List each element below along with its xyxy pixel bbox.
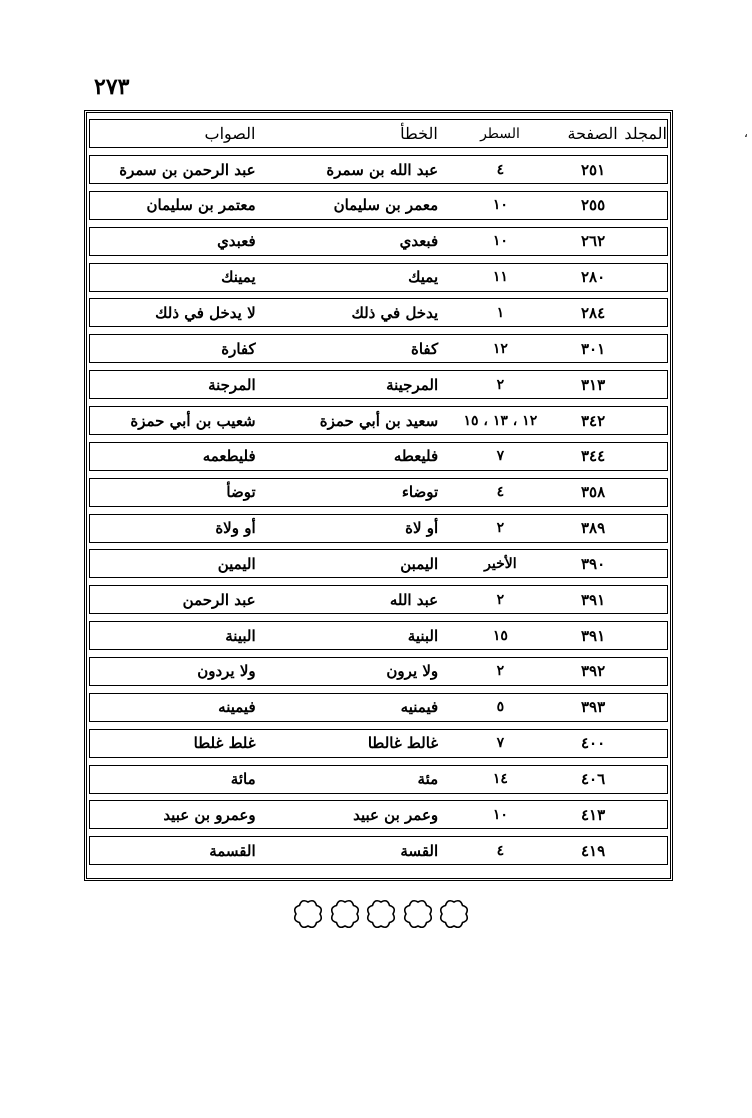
cell-right: عبد الرحمن بن سمرة: [119, 160, 256, 179]
cell-page: ٣٩١: [580, 626, 606, 645]
cell-right: فعبدي: [217, 232, 256, 251]
page-number: ٢٧٣: [94, 74, 130, 100]
scalloped-circle-icon: [329, 898, 361, 930]
cell-line: ١٠: [492, 806, 508, 823]
table-row: [89, 621, 668, 650]
cell-wrong: يدخل في ذلك: [351, 303, 439, 322]
cell-line: ١١: [492, 269, 508, 286]
cell-wrong: كفاة: [410, 339, 439, 358]
cell-page: ٣٥٨: [580, 483, 606, 502]
cell-right: ولا يردون: [197, 662, 256, 681]
scalloped-circle-icon: [402, 898, 434, 930]
cell-line: ٤: [496, 161, 505, 178]
table-row: [89, 836, 668, 865]
cell-page: ٣٤٢: [580, 411, 606, 430]
header-right: الصواب: [204, 124, 256, 143]
table-row: [89, 442, 668, 471]
cell-right: معتمر بن سليمان: [146, 196, 256, 215]
cell-line: ١٢: [492, 340, 508, 357]
cell-right: أو ولاة: [215, 519, 256, 537]
cell-line: ١٠: [492, 197, 508, 214]
cell-right: شعيب بن أبي حمزة: [130, 411, 256, 430]
cell-wrong: المرجينة: [386, 375, 439, 394]
cell-right: فليطعمه: [202, 447, 256, 466]
cell-page: ٣٩٣: [580, 698, 606, 717]
cell-page: ٤٠٠: [580, 734, 606, 753]
table-row: [89, 155, 668, 184]
cell-wrong: البنية: [407, 626, 439, 645]
table-row: [89, 334, 668, 363]
cell-wrong: وعمر بن عبيد: [353, 805, 439, 824]
table-row: [89, 514, 668, 543]
cell-line: ١٥: [492, 627, 508, 644]
header-volume: المجلد: [624, 124, 667, 143]
cell-page: ٤١٣: [580, 805, 606, 824]
cell-wrong: فبعدي: [399, 232, 439, 251]
cell-page: ٣٨٩: [580, 519, 606, 537]
cell-right: البينة: [225, 626, 256, 645]
header-line: السطر: [480, 125, 520, 142]
cell-right: مائة: [230, 770, 256, 788]
cell-page: ٣٠١: [580, 339, 606, 358]
cell-page: ٣٩٢: [580, 662, 606, 681]
header-page: الصفحة: [567, 124, 618, 143]
cell-line: الأخير: [484, 555, 517, 572]
cell-right: كفارة: [221, 339, 256, 358]
cell-wrong: معمر بن سليمان: [333, 196, 439, 215]
table-row: [89, 263, 668, 292]
cell-line: ٢: [496, 376, 505, 393]
cell-line: ٤: [496, 484, 505, 501]
cell-line: ٢: [496, 663, 505, 680]
cell-page: ٢٨٠: [580, 268, 606, 287]
stray-mark: ،: [744, 126, 748, 140]
cell-wrong: يميك: [408, 268, 439, 287]
cell-line: ١: [496, 304, 505, 321]
cell-wrong: ولا يرون: [386, 662, 439, 681]
cell-wrong: فيمنيه: [400, 698, 439, 717]
cell-wrong: عبد الله: [389, 590, 439, 609]
cell-page: ٣٩٠: [580, 554, 606, 573]
cell-page: ٣٩١: [580, 590, 606, 609]
table-row: [89, 191, 668, 220]
scalloped-circle-icon: [292, 898, 324, 930]
cell-line: ١٠: [492, 233, 508, 250]
cell-right: القسمة: [209, 841, 256, 860]
cell-wrong: أو لاة: [405, 519, 439, 537]
table-row: [89, 729, 668, 758]
cell-right: غلط غلطا: [193, 734, 256, 753]
cell-line: ١٤: [492, 771, 508, 787]
cell-line: ٢: [496, 520, 505, 536]
cell-page: ٤٠٦: [580, 770, 606, 788]
table-row: [89, 370, 668, 399]
cell-page: ٢٥١: [580, 160, 606, 179]
cell-page: ٣١٣: [580, 375, 606, 394]
table-row: [89, 765, 668, 794]
cell-right: توضأ: [226, 483, 256, 502]
errata-table: [84, 110, 673, 881]
cell-wrong: غالط غالطا: [367, 734, 439, 753]
cell-line: ٧: [496, 448, 505, 465]
cell-page: ٢٦٢: [580, 232, 606, 251]
cell-wrong: توضاء: [401, 483, 439, 502]
cell-wrong: عبد الله بن سمرة: [326, 160, 439, 179]
cell-page: ٤١٩: [580, 841, 606, 860]
cell-page: ٣٤٤: [580, 447, 606, 466]
scalloped-circle-icon: [438, 898, 470, 930]
cell-right: لا يدخل في ذلك: [155, 303, 256, 322]
table-row: [89, 406, 668, 435]
cell-line: ١٢ ، ١٣ ، ١٥: [463, 412, 538, 429]
table-row: [89, 800, 668, 829]
table-header-row: [89, 119, 668, 148]
header-wrong: الخطأ: [400, 124, 438, 143]
cell-page: ٢٨٤: [580, 303, 606, 322]
cell-right: المرجنة: [208, 375, 256, 394]
cell-wrong: سعيد بن أبي حمزة: [319, 411, 439, 430]
cell-line: ٤: [496, 842, 505, 859]
cell-right: اليمين: [217, 554, 256, 573]
table-row: [89, 298, 668, 327]
cell-wrong: اليمبن: [400, 554, 439, 573]
cell-wrong: القسة: [400, 841, 439, 860]
cell-wrong: مئة: [417, 770, 439, 788]
table-row: [89, 478, 668, 507]
cell-page: ٢٥٥: [580, 196, 606, 215]
cell-wrong: فليعطه: [393, 447, 439, 466]
scalloped-circle-icon: [365, 898, 397, 930]
table-row: [89, 227, 668, 256]
cell-line: ٥: [496, 699, 505, 716]
ornament-divider: [292, 898, 470, 930]
cell-line: ٢: [496, 591, 505, 608]
table-row: [89, 585, 668, 614]
cell-line: ٧: [496, 735, 505, 752]
table-row: [89, 693, 668, 722]
cell-right: عبد الرحمن: [182, 590, 256, 609]
table-row: [89, 549, 668, 578]
table-row: [89, 657, 668, 686]
cell-right: وعمرو بن عبيد: [163, 805, 256, 824]
cell-right: يمينك: [221, 268, 256, 287]
cell-right: فيمينه: [218, 698, 256, 717]
